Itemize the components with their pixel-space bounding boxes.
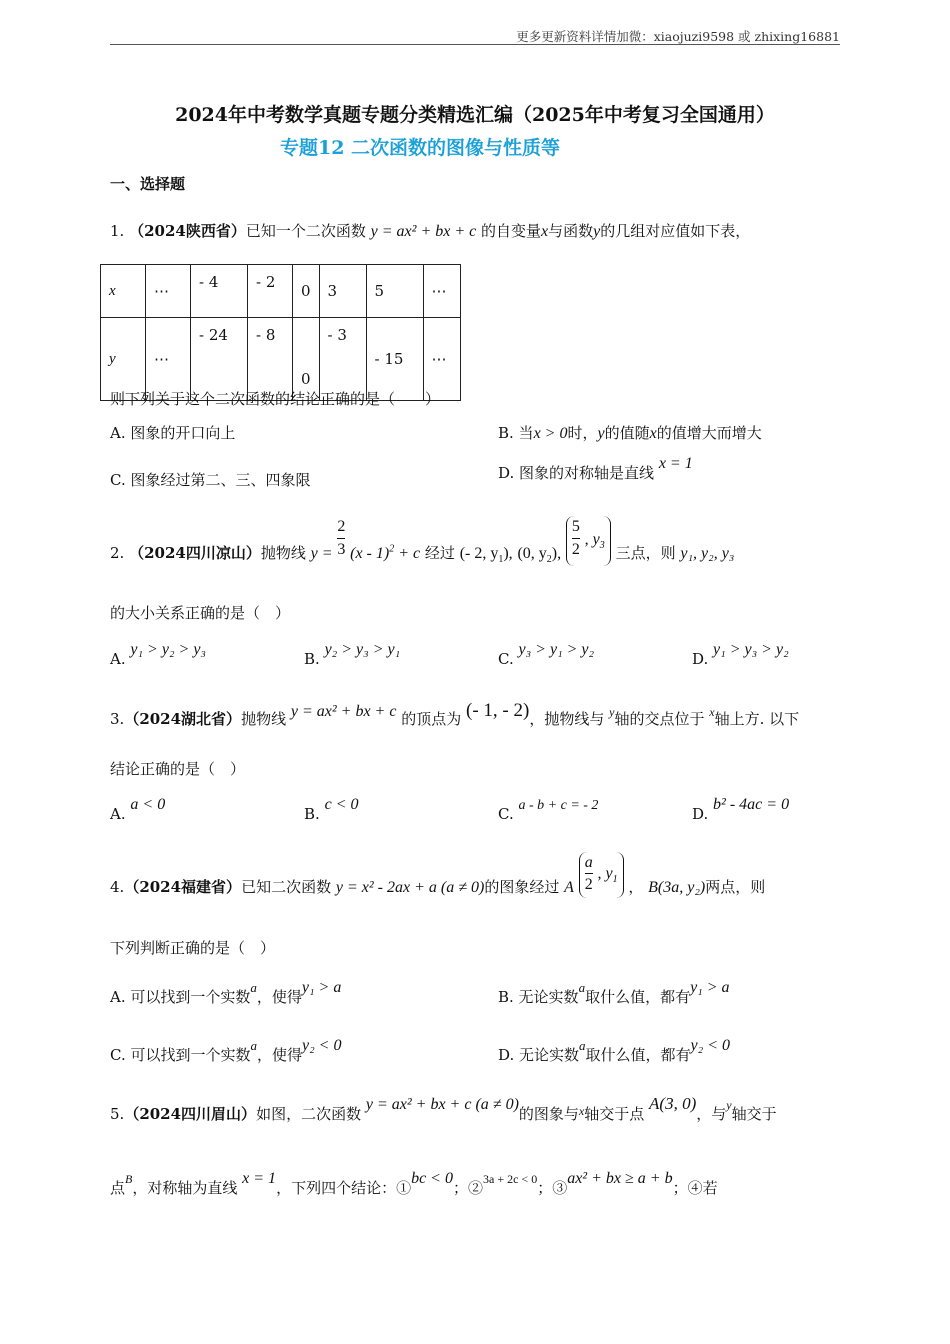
formula: y₁ > y₃ > y₂ — [713, 641, 789, 658]
formula: y = — [310, 545, 333, 562]
table-cell: - 4 — [191, 265, 248, 318]
formula — [350, 545, 420, 562]
option-text: D. 无论实数 — [498, 1046, 580, 1064]
option-text: 时， — [567, 424, 598, 442]
option-d — [692, 795, 790, 823]
table-cell: ⋯ — [146, 318, 191, 401]
option-text: ，使得 — [256, 1046, 302, 1064]
option-label: B. — [304, 805, 320, 823]
variable: a — [579, 1038, 586, 1053]
option-c — [498, 640, 595, 668]
variable: y — [597, 425, 605, 442]
subscript: 1 — [498, 554, 504, 566]
table-cell: ⋯ — [423, 265, 460, 318]
table-cell: - 3 — [319, 318, 366, 401]
question-1-stem — [110, 220, 750, 241]
point-3 — [566, 516, 611, 566]
fraction — [337, 516, 345, 561]
formula: y₂ < 0 — [690, 1037, 731, 1054]
fraction-denominator: 3 — [337, 541, 346, 558]
question-4-stem — [110, 852, 765, 902]
fraction-numerator: a — [585, 852, 593, 874]
stem-text: ，下列四个结论：① — [276, 1179, 412, 1197]
option-b — [304, 795, 359, 823]
stem-text: ；④若 — [672, 1179, 718, 1197]
stem-text: 的图象与 — [518, 1105, 579, 1123]
stem-text: 已知二次函数 — [241, 878, 332, 896]
option-c — [110, 1034, 342, 1064]
question-number: 4. — [110, 878, 125, 896]
point-a-coords — [579, 852, 624, 898]
option-label: D. — [692, 805, 709, 823]
variables-list: y₁, y₂, y₃ — [680, 545, 735, 562]
variable: a — [250, 980, 257, 995]
stem-text: 轴交于 — [731, 1105, 777, 1123]
question-5-stem-line-2 — [110, 1167, 718, 1197]
stem-text: ；③ — [537, 1179, 568, 1197]
question-5-stem-line-1 — [110, 1093, 777, 1123]
table-cell: 3 — [319, 265, 366, 318]
formula-part: (x - 1) — [350, 545, 390, 562]
option-c: C. 图象经过第二、三、四象限 — [110, 471, 311, 489]
subscript: 1 — [612, 874, 618, 886]
question-1-prompt: 则下列关于这个二次函数的结论正确的是（ ） — [110, 390, 441, 408]
variable: y — [609, 705, 615, 719]
formula: y = ax² + bx + c — [370, 223, 477, 240]
vertex: (- 1, - 2) — [466, 700, 530, 721]
stem-text: ， — [628, 878, 644, 896]
point-a: A(3, 0) — [649, 1094, 697, 1113]
option-label: D. — [692, 650, 709, 668]
point-text: (- 2, y — [459, 545, 499, 562]
table-cell: y — [101, 318, 146, 401]
section-heading: 一、选择题 — [110, 175, 186, 193]
stem-text: 轴上方. 以下 — [714, 710, 800, 728]
option-label: C. — [498, 650, 514, 668]
question-number: 2. — [110, 544, 125, 562]
fraction-numerator: 2 — [337, 516, 345, 539]
formula: y₁ > a — [690, 979, 730, 996]
table-cell: - 15 — [366, 318, 423, 401]
option-a — [110, 795, 166, 823]
question-source: （2024湖北省） — [124, 710, 242, 728]
option-d — [692, 640, 789, 668]
option-text: D. 图象的对称轴是直线 — [498, 464, 655, 482]
stem-text: ，抛物线与 — [529, 710, 605, 728]
formula: x = 1 — [658, 455, 693, 472]
fraction — [572, 516, 580, 561]
option-text: B. 无论实数 — [498, 988, 579, 1006]
question-source: （2024四川眉山） — [124, 1105, 257, 1123]
stem-text: 的自变量 — [481, 222, 542, 240]
variable: a — [250, 1038, 257, 1053]
option-b — [304, 640, 401, 668]
fraction — [585, 852, 593, 895]
question-number: 5. — [110, 1105, 125, 1123]
question-source: （2024四川凉山） — [129, 544, 261, 562]
header-divider — [110, 44, 840, 45]
formula: y₁ > a — [301, 979, 342, 996]
stem-text: ，对称轴为直线 — [132, 1179, 238, 1197]
option-a — [110, 976, 342, 1006]
stem-text: 的顶点为 — [401, 710, 462, 728]
header-contact-note: 更多更新资料详情加微：xiaojuzi9598 或 zhixing16881 — [516, 29, 840, 44]
option-text: 的值随 — [604, 424, 650, 442]
question-2-stem — [110, 516, 734, 572]
table-cell: ⋯ — [146, 265, 191, 318]
point-1 — [459, 545, 513, 566]
stem-text: 点 — [110, 1179, 126, 1197]
point-b: B(3a, y₂) — [648, 879, 706, 896]
option-text: ，使得 — [256, 988, 302, 1006]
point-label: A — [564, 879, 574, 896]
stem-text: 的图象经过 — [484, 878, 560, 896]
option-text: B. 当 — [498, 424, 534, 442]
formula: y = ax² + bx + c — [290, 703, 397, 720]
stem-text: 三点，则 — [615, 544, 676, 562]
table-cell: - 8 — [248, 318, 293, 401]
table-row-x — [101, 265, 461, 318]
stem-text: 经过 — [424, 544, 455, 562]
stem-text: 抛物线 — [241, 710, 287, 728]
option-d — [498, 1034, 731, 1064]
option-text: 取什么值，都有 — [585, 988, 691, 1006]
option-label: A. — [110, 805, 126, 823]
formula: y = x² - 2ax + a (a ≠ 0) — [335, 879, 485, 896]
table-cell: x — [101, 265, 146, 318]
stem-text: 抛物线 — [260, 544, 306, 562]
option-label: A. — [110, 650, 126, 668]
point-text — [597, 865, 618, 886]
formula: a < 0 — [130, 796, 166, 813]
conclusion-1: bc < 0 — [411, 1170, 453, 1187]
table-cell: - 2 — [248, 265, 293, 318]
subscript: 3 — [599, 540, 605, 552]
stem-text: 如图，二次函数 — [256, 1105, 362, 1123]
question-source: （2024福建省） — [124, 878, 242, 896]
formula: y = ax² + bx + c (a ≠ 0) — [365, 1096, 519, 1113]
subscript: 2 — [546, 554, 552, 566]
fraction-denominator: 2 — [584, 876, 593, 893]
variable: x — [649, 425, 657, 442]
formula: x > 0 — [533, 425, 568, 442]
document-title: 2024年中考数学真题专题分类精选汇编（2025年中考复习全国通用） — [175, 104, 775, 126]
option-a: A. 图象的开口向上 — [110, 424, 236, 442]
variable: y — [593, 223, 601, 240]
formula: c < 0 — [324, 796, 359, 813]
formula: a - b + c = - 2 — [518, 798, 599, 813]
fraction-denominator: 2 — [571, 541, 580, 558]
option-d — [498, 455, 693, 483]
point-text: ), — [551, 545, 562, 562]
question-number: 3. — [110, 710, 125, 728]
option-a — [110, 640, 206, 668]
question-number: 1. — [110, 222, 125, 240]
table-cell: ⋯ — [423, 318, 460, 401]
question-3-prompt: 结论正确的是（ ） — [110, 760, 246, 778]
option-text: 取什么值，都有 — [585, 1046, 691, 1064]
point-text: (0, y — [517, 545, 547, 562]
stem-text: ；② — [452, 1179, 483, 1197]
option-text: 的值增大而增大 — [656, 424, 762, 442]
option-b — [498, 422, 762, 443]
point-b: B — [125, 1172, 133, 1186]
question-4-prompt: 下列判断正确的是（ ） — [110, 939, 276, 957]
stem-text: 轴的交点位于 — [614, 710, 705, 728]
variable: x — [578, 1104, 585, 1118]
option-label: C. — [498, 805, 514, 823]
stem-text: 已知一个二次函数 — [245, 222, 366, 240]
document-subtitle: 专题12 二次函数的图像与性质等 — [280, 137, 561, 159]
formula: y₃ > y₁ > y₂ — [518, 641, 595, 658]
stem-text: 的几组对应值如下表， — [600, 222, 751, 240]
table-cell: - 24 — [191, 318, 248, 401]
fraction-numerator: 5 — [572, 516, 580, 539]
point-text — [584, 531, 605, 552]
option-label: B. — [304, 650, 320, 668]
option-c — [498, 795, 599, 823]
point-2 — [517, 545, 562, 566]
question-2-prompt: 的大小关系正确的是（ ） — [110, 604, 291, 622]
option-text: C. 可以找到一个实数 — [110, 1046, 251, 1064]
variable: x — [709, 705, 715, 719]
exponent: 2 — [389, 543, 395, 555]
table-cell: 0 — [293, 265, 320, 318]
variable: x — [541, 223, 549, 240]
point-text: , y — [597, 865, 613, 882]
conclusion-3: ax² + bx ≥ a + b — [567, 1170, 673, 1187]
stem-text: 轴交于点 — [584, 1105, 645, 1123]
formula: y₂ > y₃ > y₁ — [324, 641, 401, 658]
point-text: , y — [584, 531, 600, 548]
formula: b² - 4ac = 0 — [713, 796, 790, 813]
stem-text: 两点，则 — [705, 878, 766, 896]
question-source: （2024陕西省） — [129, 222, 246, 240]
variable: a — [578, 980, 586, 995]
table-cell: 5 — [366, 265, 423, 318]
stem-text: ，与 — [696, 1105, 727, 1123]
formula: y₂ < 0 — [302, 1037, 342, 1054]
option-text: A. 可以找到一个实数 — [110, 988, 251, 1006]
formula: y₁ > y₂ > y₃ — [130, 641, 206, 658]
conclusion-2: 3a + 2c < 0 — [483, 1172, 538, 1186]
point-text: ), — [503, 545, 513, 562]
question-3-stem — [110, 700, 800, 728]
stem-text: 与函数 — [548, 222, 594, 240]
variable: y — [726, 1098, 732, 1112]
formula-part: + c — [398, 545, 421, 562]
value-table — [100, 264, 461, 401]
formula: x = 1 — [242, 1170, 277, 1187]
option-b — [498, 976, 730, 1006]
table-cell: 0 — [293, 318, 320, 401]
